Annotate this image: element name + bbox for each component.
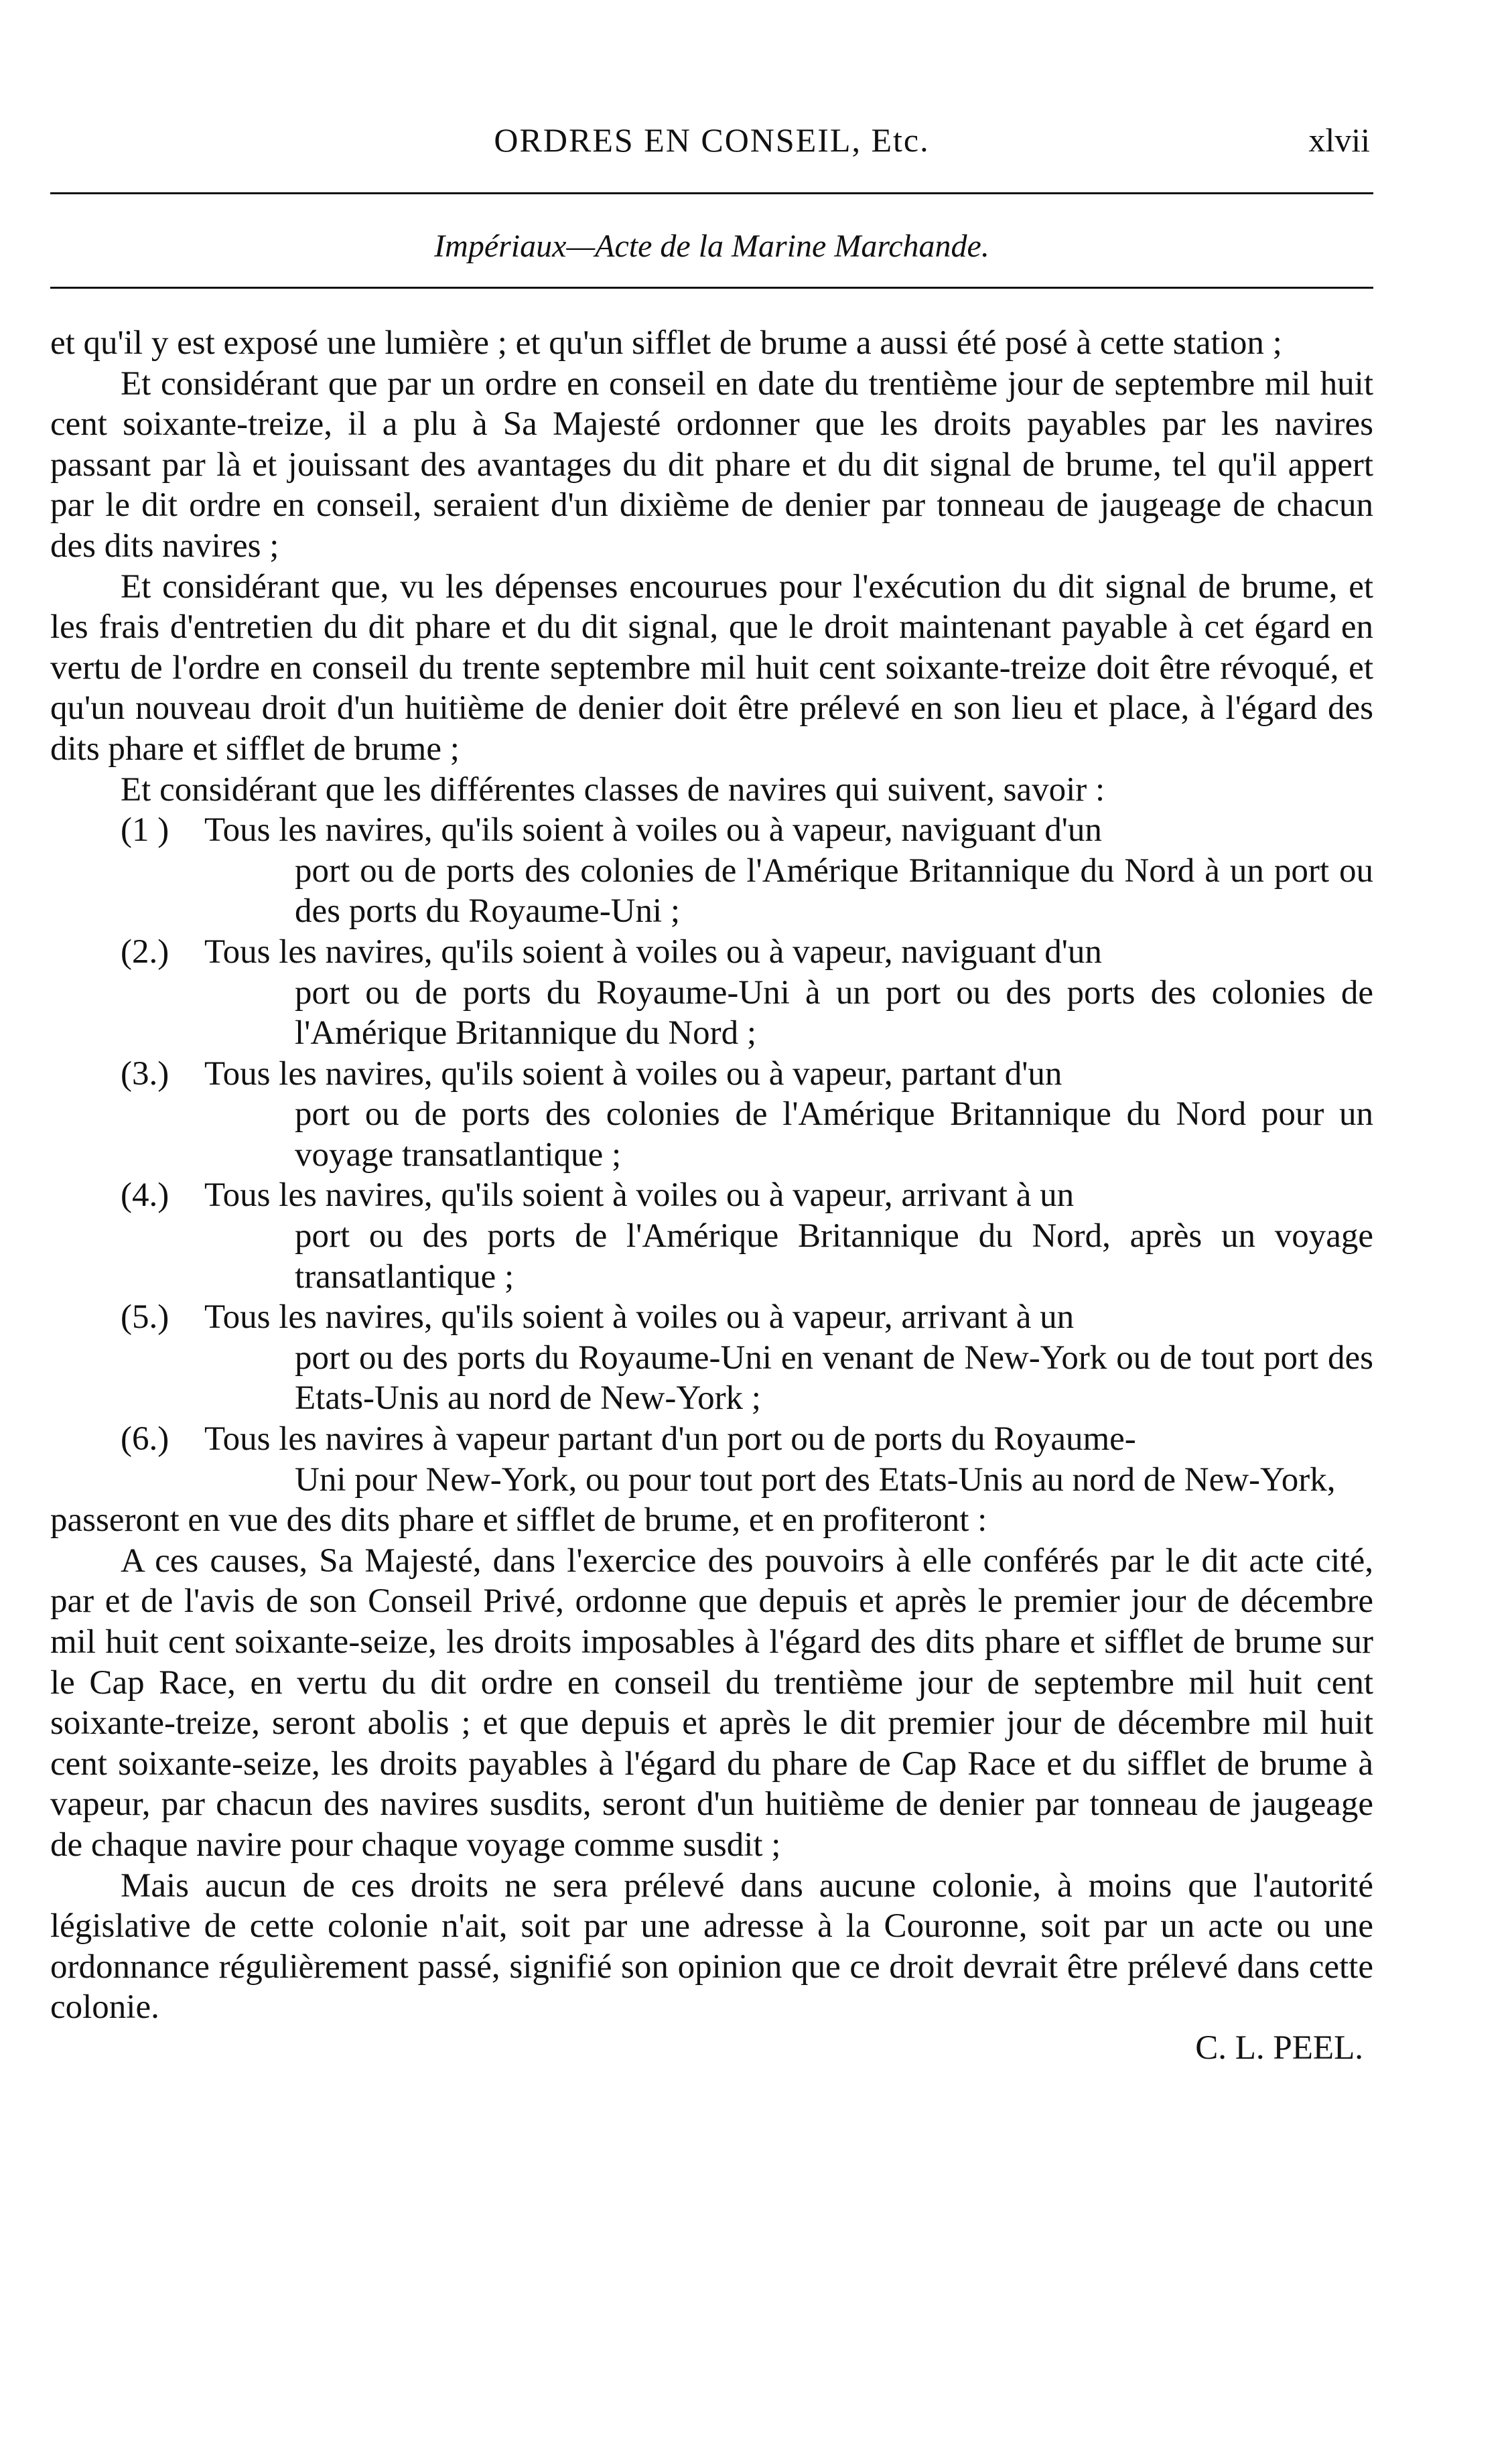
paragraph: passeront en vue des dits phare et sifflet de brume, et en profiteront : <box>50 1501 987 1540</box>
paragraph: Mais aucun de ces droits ne sera prélevé dans aucune colonie, à moins que l'autorité législative de cette colonie n'ait, soit par une adresse à la Couronne, soit par un acte ou une ordonnance régulièrement passé, signifié son opinion que ce droit devrait être prélevé dans cette colonie. <box>50 1866 1373 2027</box>
list-number: (4.) <box>121 1176 169 1215</box>
list-text: Tous les navires, qu'ils soient à voiles ou à vapeur, naviguant d'un port ou de ports des colonies de l'Amérique Britannique du Nord à un port ou des ports du Royaume-Uni ; <box>204 811 1373 931</box>
list-number: (6.) <box>121 1420 169 1458</box>
list-number: (2.) <box>121 933 169 971</box>
section-subheader: Impériaux—Acte de la Marine Marchande. <box>434 228 989 264</box>
list-item <box>50 1297 1373 1419</box>
header-rule-bottom <box>50 287 1373 289</box>
running-header <box>50 121 1373 167</box>
list-text: Tous les navires, qu'ils soient à voiles ou à vapeur, partant d'un port ou de ports des colonies de l'Amérique Britannique du Nord pour un voyage transatlantique ; <box>204 1054 1373 1174</box>
page-number: xlvii <box>1308 121 1370 159</box>
signature: C. L. PEEL. <box>1195 2029 1363 2067</box>
list-item <box>50 932 1373 1054</box>
list-item <box>50 1175 1373 1297</box>
list-item <box>50 1419 1373 1500</box>
list-text: Tous les navires, qu'ils soient à voiles ou à vapeur, naviguant d'un port ou de ports du Royaume-Uni à un port ou des ports des colonies de l'Amérique Britannique du Nord ; <box>204 933 1373 1052</box>
list-number: (1 ) <box>121 811 169 849</box>
list-number: (5.) <box>121 1298 169 1337</box>
paragraph: et qu'il y est exposé une lumière ; et qu'un sifflet de brume a aussi été posé à cette station ; <box>50 324 1282 362</box>
header-title: ORDRES EN CONSEIL, Etc. <box>494 121 930 159</box>
list-item <box>50 810 1373 932</box>
body-text <box>50 323 1373 2069</box>
paragraph: Et considérant que par un ordre en conseil en date du trentième jour de septembre mil huit cent soixante-treize, il a plu à Sa Majesté ordonner que les droits payables par les navires passant par là et jouissant des avantages du dit phare et du dit signal de brume, tel qu'il appert par le dit ordre en conseil, seraient d'un dixième de denier par tonneau de jaugeage de chacun des dits navires ; <box>50 364 1373 565</box>
list-number: (3.) <box>121 1054 169 1093</box>
list-text: Tous les navires à vapeur partant d'un port ou de ports du Royaume- Uni pour New-York, ou pour tout port des Etats-Unis au nord de New-York, <box>204 1420 1336 1499</box>
header-rule-top <box>50 192 1373 194</box>
paragraph: Et considérant que les différentes classes de navires qui suivent, savoir : <box>121 770 1105 809</box>
list-text: Tous les navires, qu'ils soient à voiles ou à vapeur, arrivant à un port ou des ports de l'Amérique Britannique du Nord, après un voyage transatlantique ; <box>204 1176 1373 1296</box>
paragraph: A ces causes, Sa Majesté, dans l'exercice des pouvoirs à elle conférés par le dit acte cité, par et de l'avis de son Conseil Privé, ordonne que depuis et après le premier jour de décembre mil huit cent soixante-seize, les droits imposables à l'égard des dits phare et sifflet de brume sur le Cap Race, en vertu du dit ordre en conseil du trentième jour de septembre mil huit cent soixante-treize, seront abolis ; et que depuis et après le dit premier jour de décembre mil huit cent soixante-seize, les droits payables à l'égard du phare de Cap Race et du sifflet de brume à vapeur, par chacun des navires susdits, seront d'un huitième de denier par tonneau de jaugeage de chaque navire pour chaque voyage comme susdit ; <box>50 1542 1373 1864</box>
list-text: Tous les navires, qu'ils soient à voiles ou à vapeur, arrivant à un port ou des ports du Royaume-Uni en venant de New-York ou de tout port des Etats-Unis au nord de New-York ; <box>204 1298 1373 1418</box>
list-item <box>50 1054 1373 1176</box>
paragraph: Et considérant que, vu les dépenses encourues pour l'exécution du dit signal de brume, et les frais d'entretien du dit phare et du dit signal, que le droit maintenant payable à cet égard en vertu de l'ordre en conseil du trente septembre mil huit cent soixante-treize doit être révoqué, et qu'un nouveau droit d'un huitième de denier doit être prélevé en son lieu et place, à l'égard des dits phare et sifflet de brume ; <box>50 567 1373 768</box>
